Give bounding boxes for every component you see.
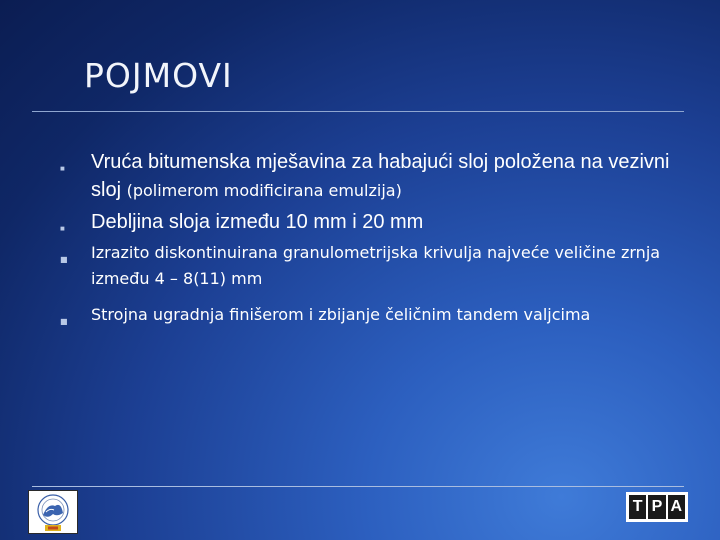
tpa-logo-letter-t: T (629, 495, 646, 519)
bullet-text-mixture: Vruća bitumenska mješavina za habajući sloj položena na vezivni sloj (91, 151, 670, 201)
bullet-item-installation (60, 301, 700, 329)
bullet-list (60, 148, 700, 329)
emblem-graphic (29, 491, 77, 533)
bullet-marker-icon: ■ (60, 317, 68, 326)
bullet-marker-icon: ■ (60, 255, 68, 264)
tpa-logo-letter-a: A (668, 495, 685, 519)
bullet-note-emulsion: (polimerom modificirana emulzija) (126, 181, 402, 200)
bullet-item-grading (60, 240, 700, 292)
bullet-text-installation: Strojna ugradnja finišerom i zbijanje čeličnim tandem valjcima (91, 305, 591, 324)
bullet-marker-icon: ■ (60, 164, 65, 173)
bullet-item-thickness (60, 208, 700, 236)
tpa-logo-letter-p: P (648, 495, 665, 519)
footer-divider (32, 486, 684, 487)
page-title: POJMOVI (84, 56, 233, 95)
bullet-text-grading: Izrazito diskontinuirana granulometrijska krivulja najveće veličine zrnja između 4 – 8(11) mm (91, 243, 661, 288)
bullet-item-mixture (60, 148, 700, 205)
organization-emblem-icon (28, 490, 78, 534)
bullet-text-thickness: Debljina sloja između 10 mm i 20 mm (91, 211, 424, 233)
tpa-logo (626, 492, 688, 522)
bullet-marker-icon: ■ (60, 224, 65, 233)
title-divider (32, 111, 684, 112)
